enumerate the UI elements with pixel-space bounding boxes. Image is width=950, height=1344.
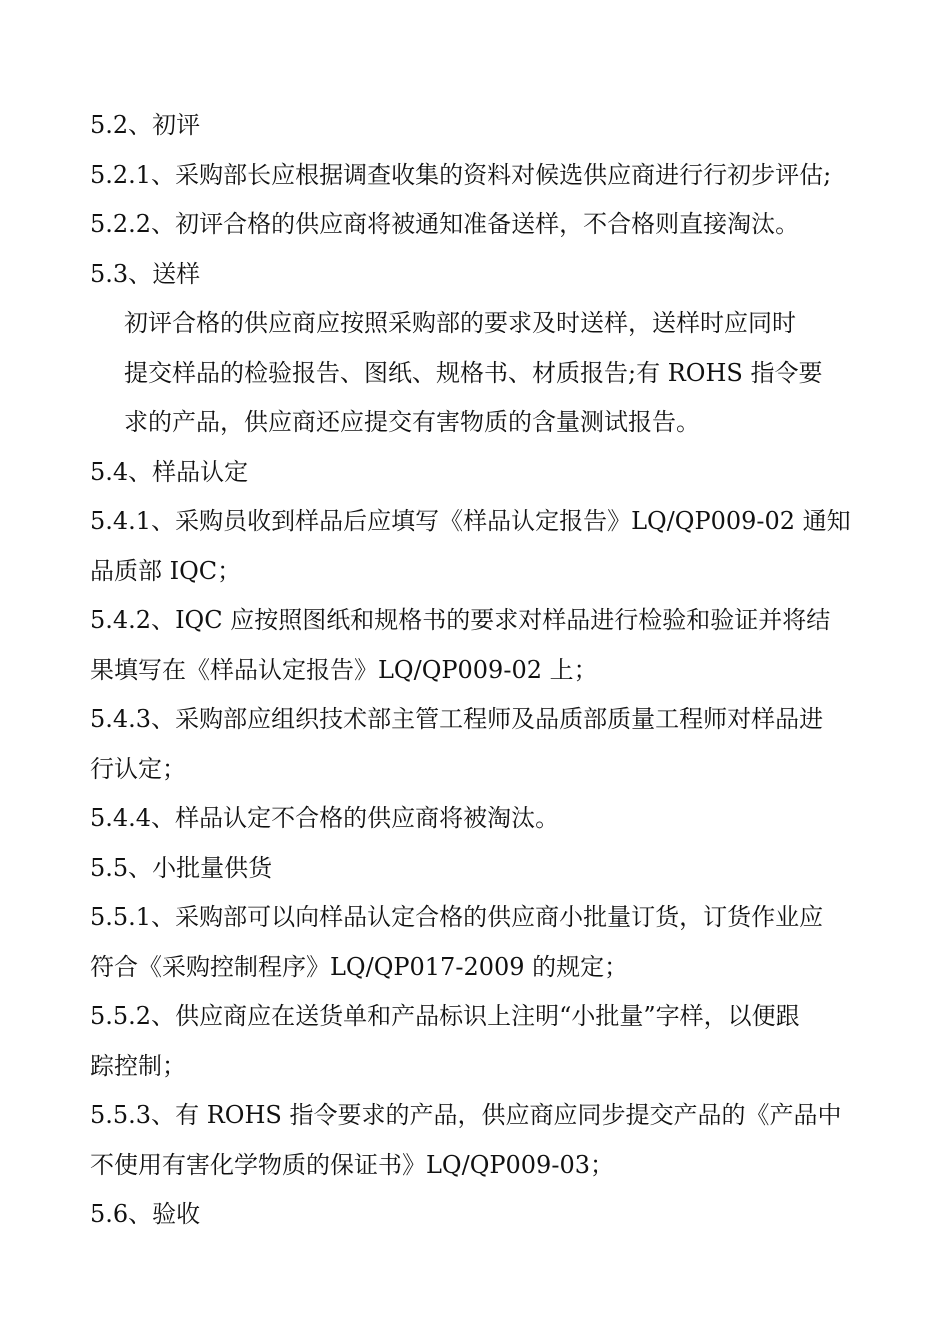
section-heading-5-3: 5.3、送样 bbox=[90, 259, 201, 288]
clause-5-5-2-line-2: 踪控制； bbox=[90, 1051, 186, 1080]
clause-5-4-1-line-2: 品质部 IQC； bbox=[90, 556, 242, 585]
clause-5-2-1: 5.2.1、采购部长应根据调查收集的资料对候选供应商进行行初步评估; bbox=[90, 160, 832, 189]
clause-5-2-2: 5.2.2、初评合格的供应商将被通知准备送样，不合格则直接淘汰。 bbox=[90, 210, 800, 238]
clause-5-4-3-line-2: 行认定； bbox=[90, 754, 186, 783]
clause-5-5-3-line-2: 不使用有害化学物质的保证书》LQ/QP009-03； bbox=[90, 1150, 614, 1179]
clause-5-4-4: 5.4.4、样品认定不合格的供应商将被淘汰。 bbox=[90, 804, 560, 832]
clause-5-5-1-line-1: 5.5.1、采购部可以向样品认定合格的供应商小批量订货，订货作业应 bbox=[90, 903, 824, 931]
clause-5-5-1-line-2: 符合《采购控制程序》LQ/QP017-2009 的规定； bbox=[90, 952, 629, 981]
clause-5-4-1-line-1: 5.4.1、采购员收到样品后应填写《样品认定报告》LQ/QP009-02 通知 bbox=[90, 507, 851, 535]
clause-5-4-3-line-1: 5.4.3、采购部应组织技术部主管工程师及品质部质量工程师对样品进 bbox=[90, 705, 824, 733]
document-body bbox=[90, 101, 865, 1240]
clause-5-5-2-line-1: 5.5.2、供应商应在送货单和产品标识上注明“小批量”字样，以便跟 bbox=[90, 1002, 800, 1030]
section-heading-5-4: 5.4、样品认定 bbox=[90, 457, 249, 486]
clause-5-4-2-line-2: 果填写在《样品认定报告》LQ/QP009-02 上； bbox=[90, 655, 598, 684]
paragraph-5-3-line-2: 提交样品的检验报告、图纸、规格书、材质报告;有 ROHS 指令要 bbox=[124, 358, 823, 387]
clause-5-4-2-line-1: 5.4.2、IQC 应按照图纸和规格书的要求对样品进行检验和验证并将结 bbox=[90, 606, 831, 634]
section-heading-5-6: 5.6、验收 bbox=[90, 1200, 201, 1228]
paragraph-5-3-line-3: 求的产品，供应商还应提交有害物质的含量测试报告。 bbox=[124, 408, 700, 436]
paragraph-5-3-line-1: 初评合格的供应商应按照采购部的要求及时送样，送样时应同时 bbox=[124, 309, 796, 337]
section-heading-5-2: 5.2、初评 bbox=[90, 111, 201, 139]
clause-5-5-3-line-1: 5.5.3、有 ROHS 指令要求的产品，供应商应同步提交产品的《产品中 bbox=[90, 1101, 842, 1129]
section-heading-5-5: 5.5、小批量供货 bbox=[90, 853, 273, 882]
